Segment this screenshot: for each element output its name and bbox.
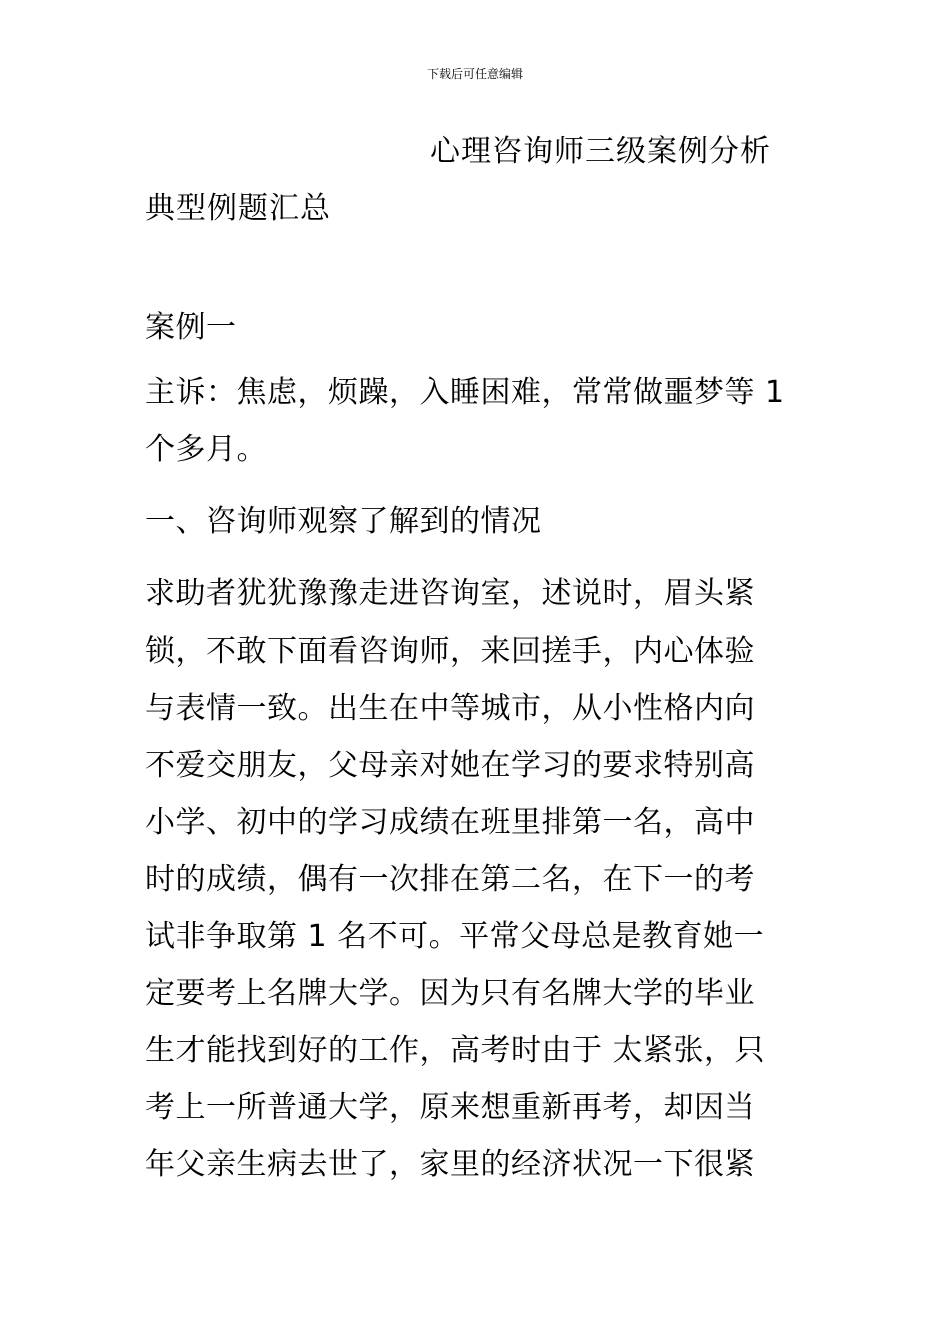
document-title-line-1: 心理咨询师三级案例分析 <box>430 134 771 169</box>
section-heading: 一、咨询师观察了解到的情况 <box>145 504 542 539</box>
paragraph-line: 与表情一致。出生在中等城市，从小性格内向 <box>145 691 755 726</box>
paragraph-line: 小学、初中的学习成绩在班里排第一名，高中 <box>145 805 755 840</box>
paragraph-line: 试非争取第 1 名不可。平常父母总是教育她一 <box>145 919 765 954</box>
case-heading: 案例一 <box>145 310 237 345</box>
paragraph-line: 不爱交朋友，父母亲对她在学习的要求特别高 <box>145 748 755 783</box>
paragraph-line: 锁，不敢下面看咨询师，来回搓手，内心体验 <box>145 634 755 669</box>
paragraph-line: 定要考上名牌大学。因为只有名牌大学的毕业 <box>145 976 755 1011</box>
paragraph-line: 时的成绩，偶有一次排在第二名，在下一的考 <box>145 862 755 897</box>
complaint-line-2: 个多月。 <box>145 432 267 467</box>
complaint-line-1: 主诉：焦虑，烦躁，入睡困难，常常做噩梦等 1 <box>145 375 785 410</box>
paragraph-line: 求助者犹犹豫豫走进咨询室，述说时，眉头紧 <box>145 576 755 611</box>
paragraph-line: 生才能找到好的工作，高考时由于 太紧张，只 <box>145 1033 766 1068</box>
header-note: 下载后可任意编辑 <box>426 67 523 81</box>
document-title-line-2: 典型例题汇总 <box>145 191 331 226</box>
paragraph-line: 考上一所普通大学，原来想重新再考，却因当 <box>145 1090 755 1125</box>
paragraph-line: 年父亲生病去世了，家里的经济状况一下很紧 <box>145 1147 755 1182</box>
